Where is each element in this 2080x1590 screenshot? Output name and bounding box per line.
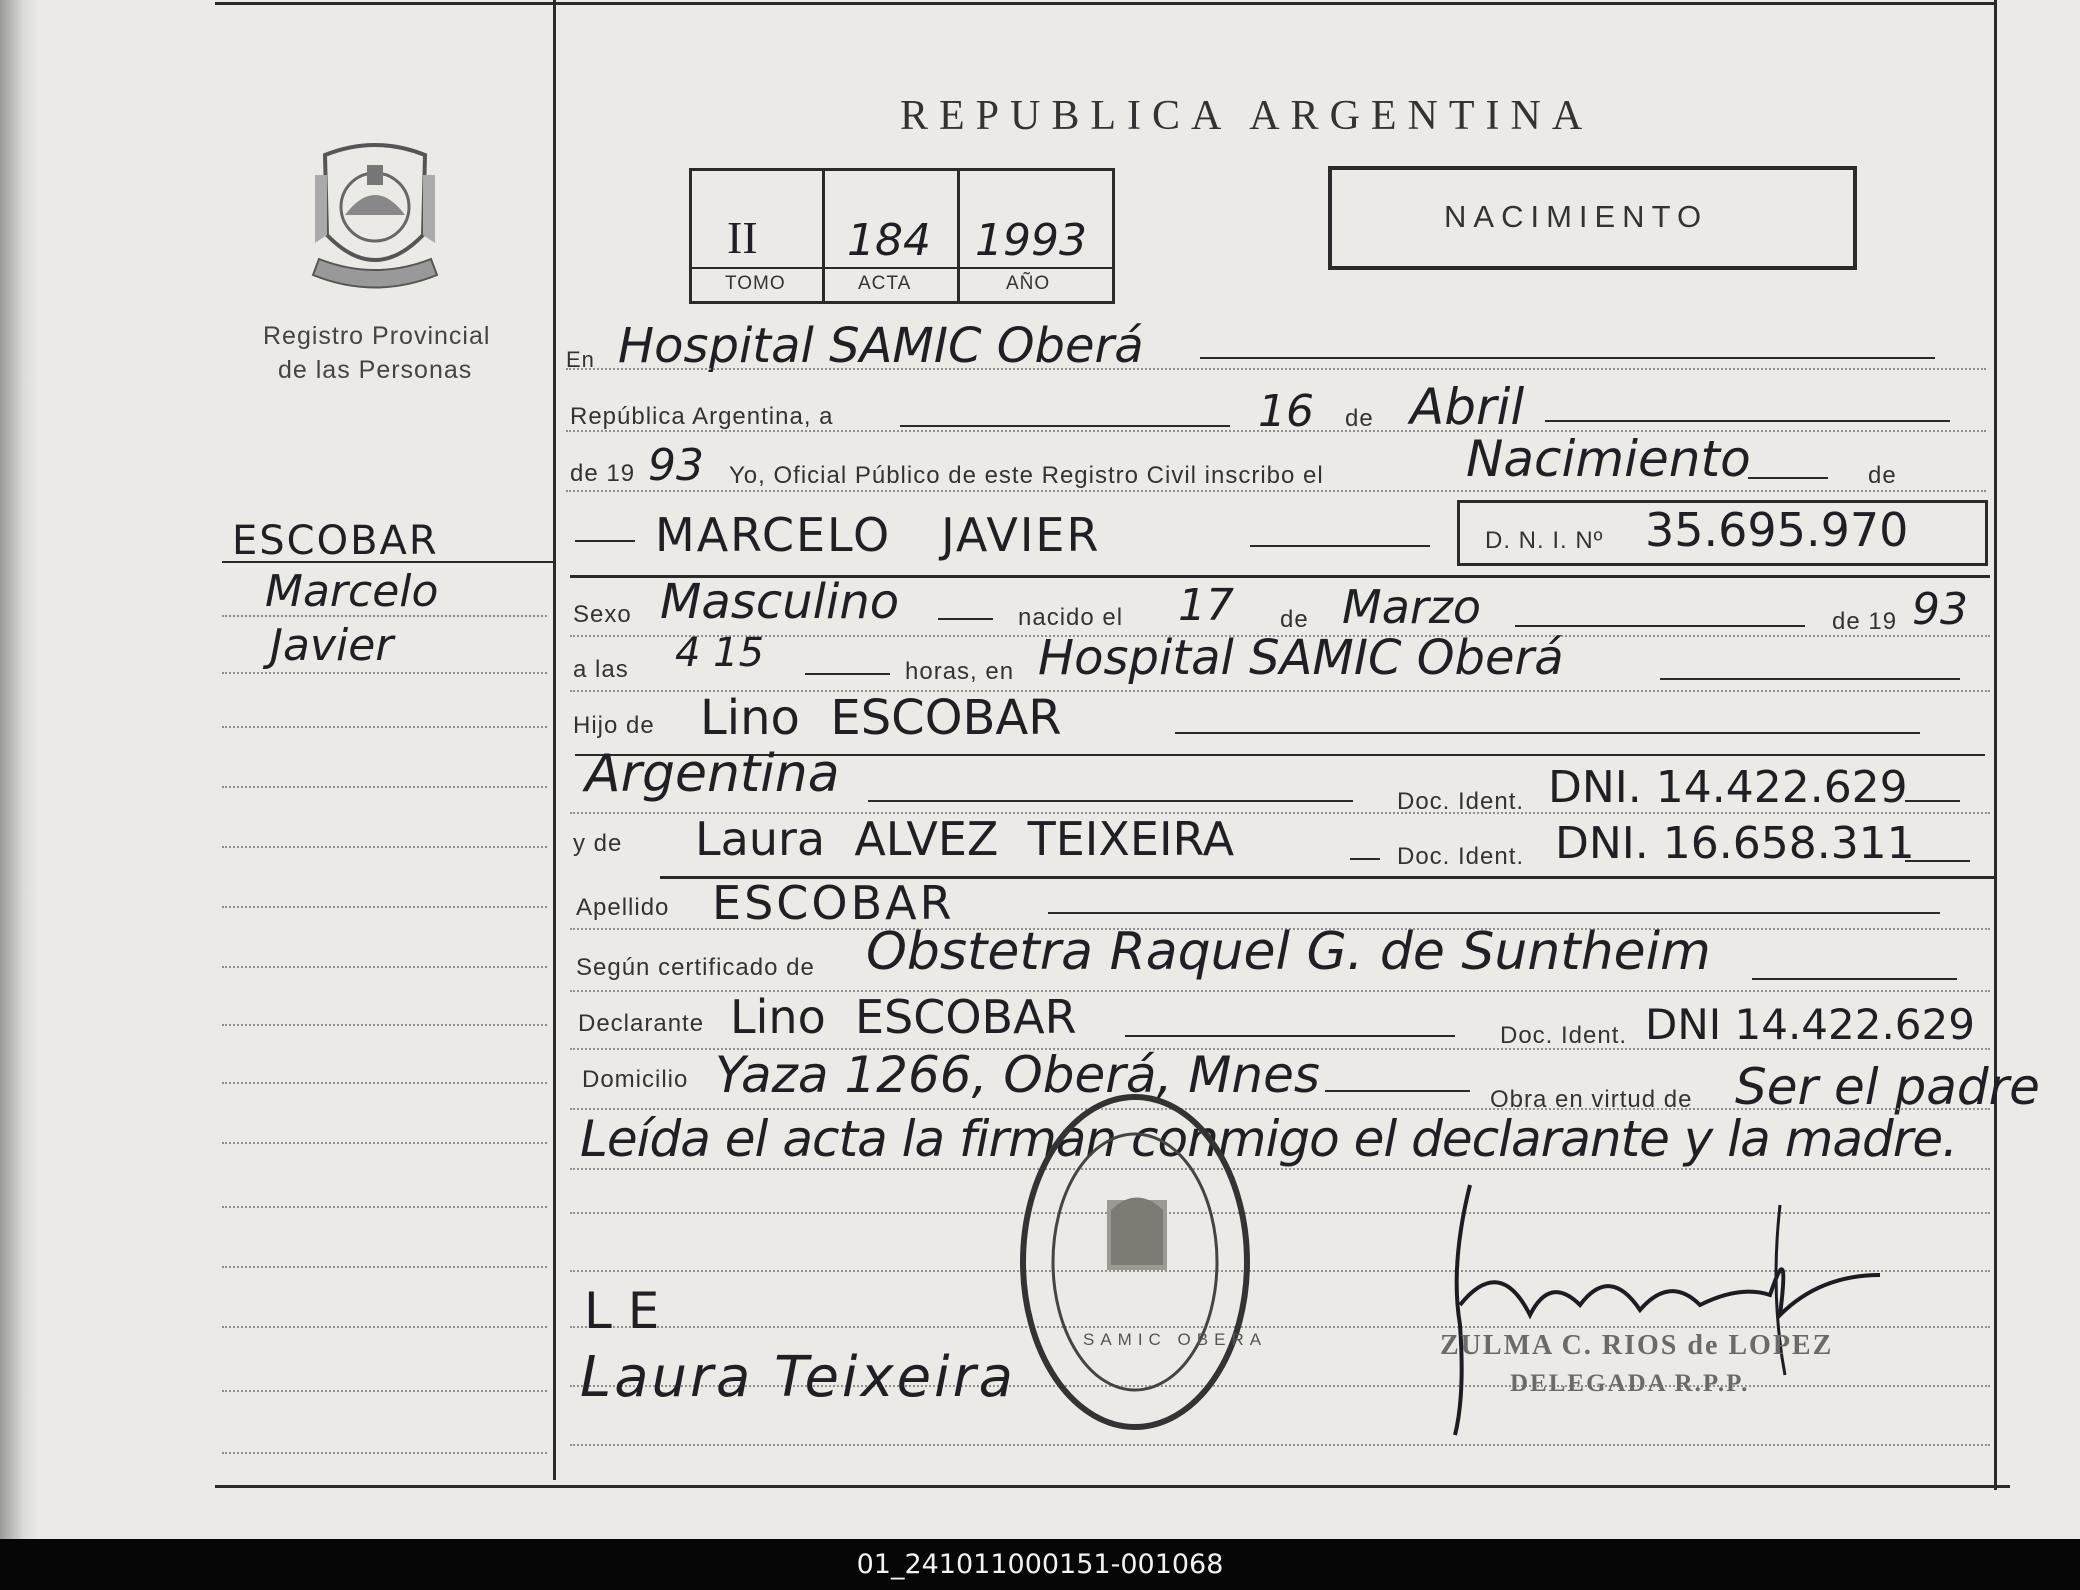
column-separator-left [553, 0, 556, 1480]
observation-text: Leída el acta la firman conmigo el declarante y la madre. [580, 1110, 1958, 1168]
mother-name: Laura ALVEZ TEIXEIRA [695, 812, 1235, 866]
nacido-label: nacido el [1018, 604, 1124, 631]
fill-line [1905, 860, 1970, 862]
de2-label: de [1868, 462, 1897, 489]
margin-surname-line [222, 561, 554, 563]
father-nationality: Argentina [585, 744, 840, 804]
birth-month: Marzo [1342, 580, 1482, 634]
day-value: 16 [1258, 386, 1314, 437]
page-edge-shadow [0, 0, 40, 1539]
birth-day: 17 [1178, 580, 1234, 631]
alas-label: a las [573, 656, 629, 683]
fill-line [1048, 912, 1940, 914]
fill-line [1905, 800, 1960, 802]
image-caption: 01_241011000151-001068 [0, 1539, 2080, 1590]
margin-line [222, 1142, 547, 1144]
margin-line [222, 1206, 547, 1208]
birth-hour: 4 15 [675, 630, 765, 676]
anio-value: 1993 [975, 215, 1087, 266]
tomo-label: TOMO [725, 273, 786, 294]
father-doc-label: Doc. Ident. [1397, 788, 1525, 815]
apellido-value: ESCOBAR [712, 876, 955, 930]
fill-line [575, 540, 635, 542]
margin-line [222, 1452, 547, 1454]
margin-line [222, 1082, 547, 1084]
dni-value: 35.695.970 [1645, 503, 1909, 557]
sexo-label: Sexo [573, 601, 632, 628]
declarante-label: Declarante [578, 1010, 705, 1037]
row-line [566, 490, 1986, 492]
declarante-doc-label: Doc. Ident. [1500, 1022, 1628, 1049]
round-stamp [1015, 1090, 1255, 1435]
domicilio-value: Yaza 1266, Oberá, Mnes [715, 1046, 1320, 1104]
birth-place: Hospital SAMIC Oberá [1038, 630, 1564, 686]
sexo-value: Masculino [660, 574, 900, 630]
margin-line [222, 1266, 547, 1268]
official-stamp-line1: ZULMA C. RIOS de LOPEZ [1440, 1330, 1834, 1361]
segun-label: Según certificado de [576, 954, 815, 981]
margin-line [222, 1024, 547, 1026]
fill-line [1515, 625, 1805, 627]
fill-line [1125, 1035, 1455, 1037]
de-label: de [1345, 405, 1374, 432]
yde-label: y de [573, 830, 623, 857]
fill-line [1175, 732, 1920, 734]
mother-doc-label: Doc. Ident. [1397, 843, 1525, 870]
father-name: Lino ESCOBAR [700, 690, 1062, 746]
horas-label: horas, en [905, 658, 1015, 685]
obra-value: Ser el padre [1735, 1058, 2040, 1116]
de3-label: de [1280, 606, 1309, 633]
acta-label: ACTA [858, 273, 912, 294]
margin-line [222, 906, 547, 908]
de4-label: de 19 [1832, 608, 1898, 635]
margin-line [222, 615, 547, 617]
republica-label: República Argentina, a [570, 403, 834, 430]
signature-mother: Laura Teixeira [580, 1345, 1016, 1410]
fill-line [1350, 858, 1380, 860]
father-doc: DNI. 14.422.629 [1548, 762, 1908, 813]
en-fill-line [1200, 357, 1935, 359]
official-signature [1440, 1175, 1890, 1445]
act-type-label: NACIMIENTO [1444, 199, 1709, 234]
register-name-line2: de las Personas [278, 356, 473, 384]
margin-line [222, 726, 547, 728]
row-line [566, 430, 1986, 432]
official-stamp-line2: DELEGADA R.P.P. [1510, 1370, 1750, 1397]
de1-label: de 19 [570, 460, 636, 487]
margin-surname: ESCOBAR [232, 518, 439, 564]
margin-line [222, 1390, 547, 1392]
fill-line [1748, 477, 1828, 479]
row-line [570, 1168, 1990, 1170]
margin-line [222, 846, 547, 848]
fill-line [1250, 545, 1430, 547]
en-label: En [566, 347, 595, 372]
margin-line [222, 966, 547, 968]
birth-year: 93 [1912, 584, 1968, 635]
fill-line [868, 800, 1353, 802]
obra-label: Obra en virtud de [1490, 1086, 1693, 1113]
person-name: MARCELO JAVIER [655, 508, 1101, 562]
bottom-border [215, 1485, 2010, 1488]
segun-value: Obstetra Raquel G. de Suntheim [866, 922, 1711, 982]
en-value: Hospital SAMIC Oberá [618, 318, 1144, 374]
registry-box [689, 168, 1115, 304]
fill-line [1752, 978, 1957, 980]
acta-value: 184 [847, 215, 931, 266]
dni-box [1457, 500, 1988, 566]
act-type-box [1328, 166, 1857, 270]
apellido-label: Apellido [576, 894, 670, 921]
domicilio-label: Domicilio [582, 1066, 689, 1093]
margin-line [222, 1326, 547, 1328]
top-border [215, 2, 1995, 5]
fill-line [1545, 420, 1950, 422]
right-border [1994, 0, 1997, 1490]
margin-first-name: Marcelo [265, 566, 439, 617]
round-stamp-inner-text: SAMIC OBERA [1083, 1330, 1268, 1349]
declarante-doc: DNI 14.422.629 [1645, 1000, 1975, 1049]
fill-line [900, 425, 1230, 427]
margin-line [222, 672, 547, 674]
tomo-value: II [727, 212, 758, 263]
country-title: REPUBLICA ARGENTINA [900, 93, 1594, 139]
margin-middle-name: Javier [270, 620, 394, 671]
yo-text: Yo, Oficial Público de este Registro Civil inscribo el [729, 462, 1324, 489]
year-value: 93 [648, 440, 704, 491]
fill-line [1660, 678, 1960, 680]
mother-doc: DNI. 16.658.311 [1555, 818, 1915, 869]
dni-label: D. N. I. Nº [1485, 527, 1604, 554]
anio-label: AÑO [1006, 273, 1051, 294]
fill-line [1325, 1090, 1470, 1092]
month-value: Abril [1410, 378, 1525, 436]
margin-line [222, 786, 547, 788]
provincial-seal-emblem [305, 135, 445, 295]
register-name-line1: Registro Provincial [263, 322, 491, 350]
act-value: Nacimiento [1466, 430, 1751, 488]
hijo-label: Hijo de [573, 712, 655, 739]
signature-initials: L E [584, 1282, 660, 1340]
declarante-value: Lino ESCOBAR [730, 990, 1077, 1044]
fill-line [805, 673, 890, 675]
row-line [566, 368, 1986, 370]
fill-line [938, 618, 993, 620]
